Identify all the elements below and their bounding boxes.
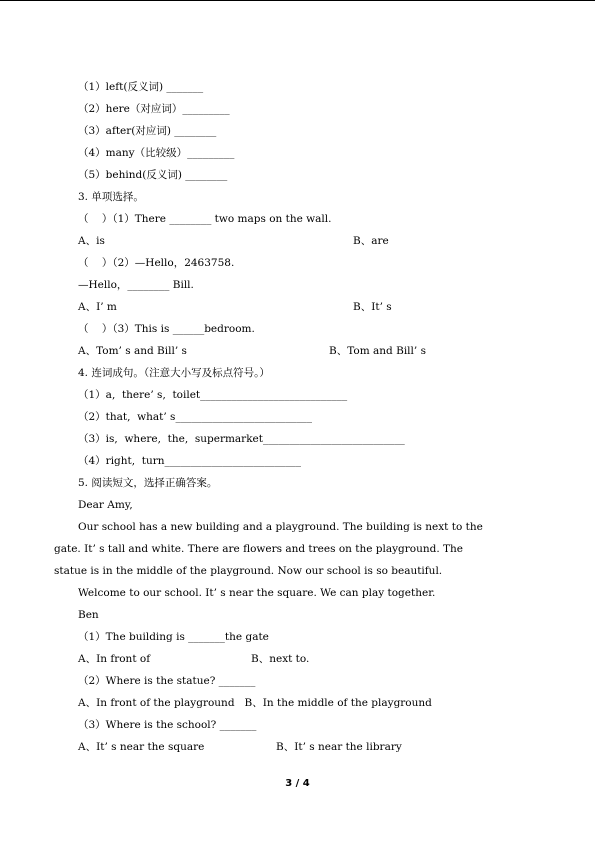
letter-paragraph-2: Welcome to our school. It’ s near the square. We can play together. <box>78 587 436 599</box>
vocab-item-5: （5）behind(反义词) ________ <box>78 169 228 181</box>
sentence-item-3: （3）is, where, the, supermarket___________________________ <box>78 433 405 445</box>
q1-option-a: A、is <box>78 235 105 247</box>
letter-signature: Ben <box>78 609 99 621</box>
section-heading-4: 4. 连词成句。（注意大小写及标点符号。） <box>78 367 270 379</box>
top-rule <box>0 0 595 1</box>
question-3: （ ）（3）This is ______bedroom. <box>78 323 255 335</box>
q3-option-b: B、Tom and Bill’ s <box>329 345 426 357</box>
rq3-option-b: B、It’ s near the library <box>276 741 402 753</box>
vocab-item-4: （4）many（比较级）_________ <box>78 147 235 159</box>
section-heading-3: 3. 单项选择。 <box>78 191 144 203</box>
rq3-option-a: A、It’ s near the square <box>78 741 205 753</box>
question-2-line-2: —Hello，________ Bill. <box>78 279 194 291</box>
page-number: 3 / 4 <box>285 778 310 789</box>
rq1-option-a: A、In front of <box>78 653 151 665</box>
letter-greeting: Dear Amy, <box>78 499 133 511</box>
question-2: （ ）（2）—Hello，2463758. <box>78 257 235 269</box>
q2-option-b: B、It’ s <box>353 301 392 313</box>
rq1-option-b: B、next to. <box>251 653 310 665</box>
sentence-item-4: （4）right, turn__________________________ <box>78 455 302 467</box>
vocab-item-1: （1）left(反义词) _______ <box>78 81 204 93</box>
q1-option-b: B、are <box>353 235 389 247</box>
sentence-item-1: （1）a, there’ s, toilet____________________________ <box>78 389 348 401</box>
letter-paragraph-line-2: gate. It’ s tall and white. There are flowers and trees on the playground. The <box>54 543 464 555</box>
letter-paragraph-line-1: Our school has a new building and a playground. The building is next to the <box>78 521 483 533</box>
section-heading-5: 5. 阅读短文，选择正确答案。 <box>78 477 218 489</box>
sentence-item-2: （2）that, what’ s__________________________ <box>78 411 312 423</box>
question-1: （ ）（1）There ________ two maps on the wall. <box>78 213 332 225</box>
letter-paragraph-line-3: statue is in the middle of the playground. Now our school is so beautiful. <box>54 565 443 577</box>
q2-option-a: A、I’ m <box>78 301 117 313</box>
vocab-item-3: （3）after(对应词) ________ <box>78 125 217 137</box>
rq2-options: A、In front of the playground B、In the middle of the playground <box>78 697 432 709</box>
vocab-item-2: （2）here（对应词）_________ <box>78 103 230 115</box>
reading-question-3: （3）Where is the school? _______ <box>78 719 257 731</box>
q3-option-a: A、Tom’ s and Bill’ s <box>78 345 187 357</box>
reading-question-1: （1）The building is _______the gate <box>78 631 269 643</box>
reading-question-2: （2）Where is the statue? _______ <box>78 675 256 687</box>
